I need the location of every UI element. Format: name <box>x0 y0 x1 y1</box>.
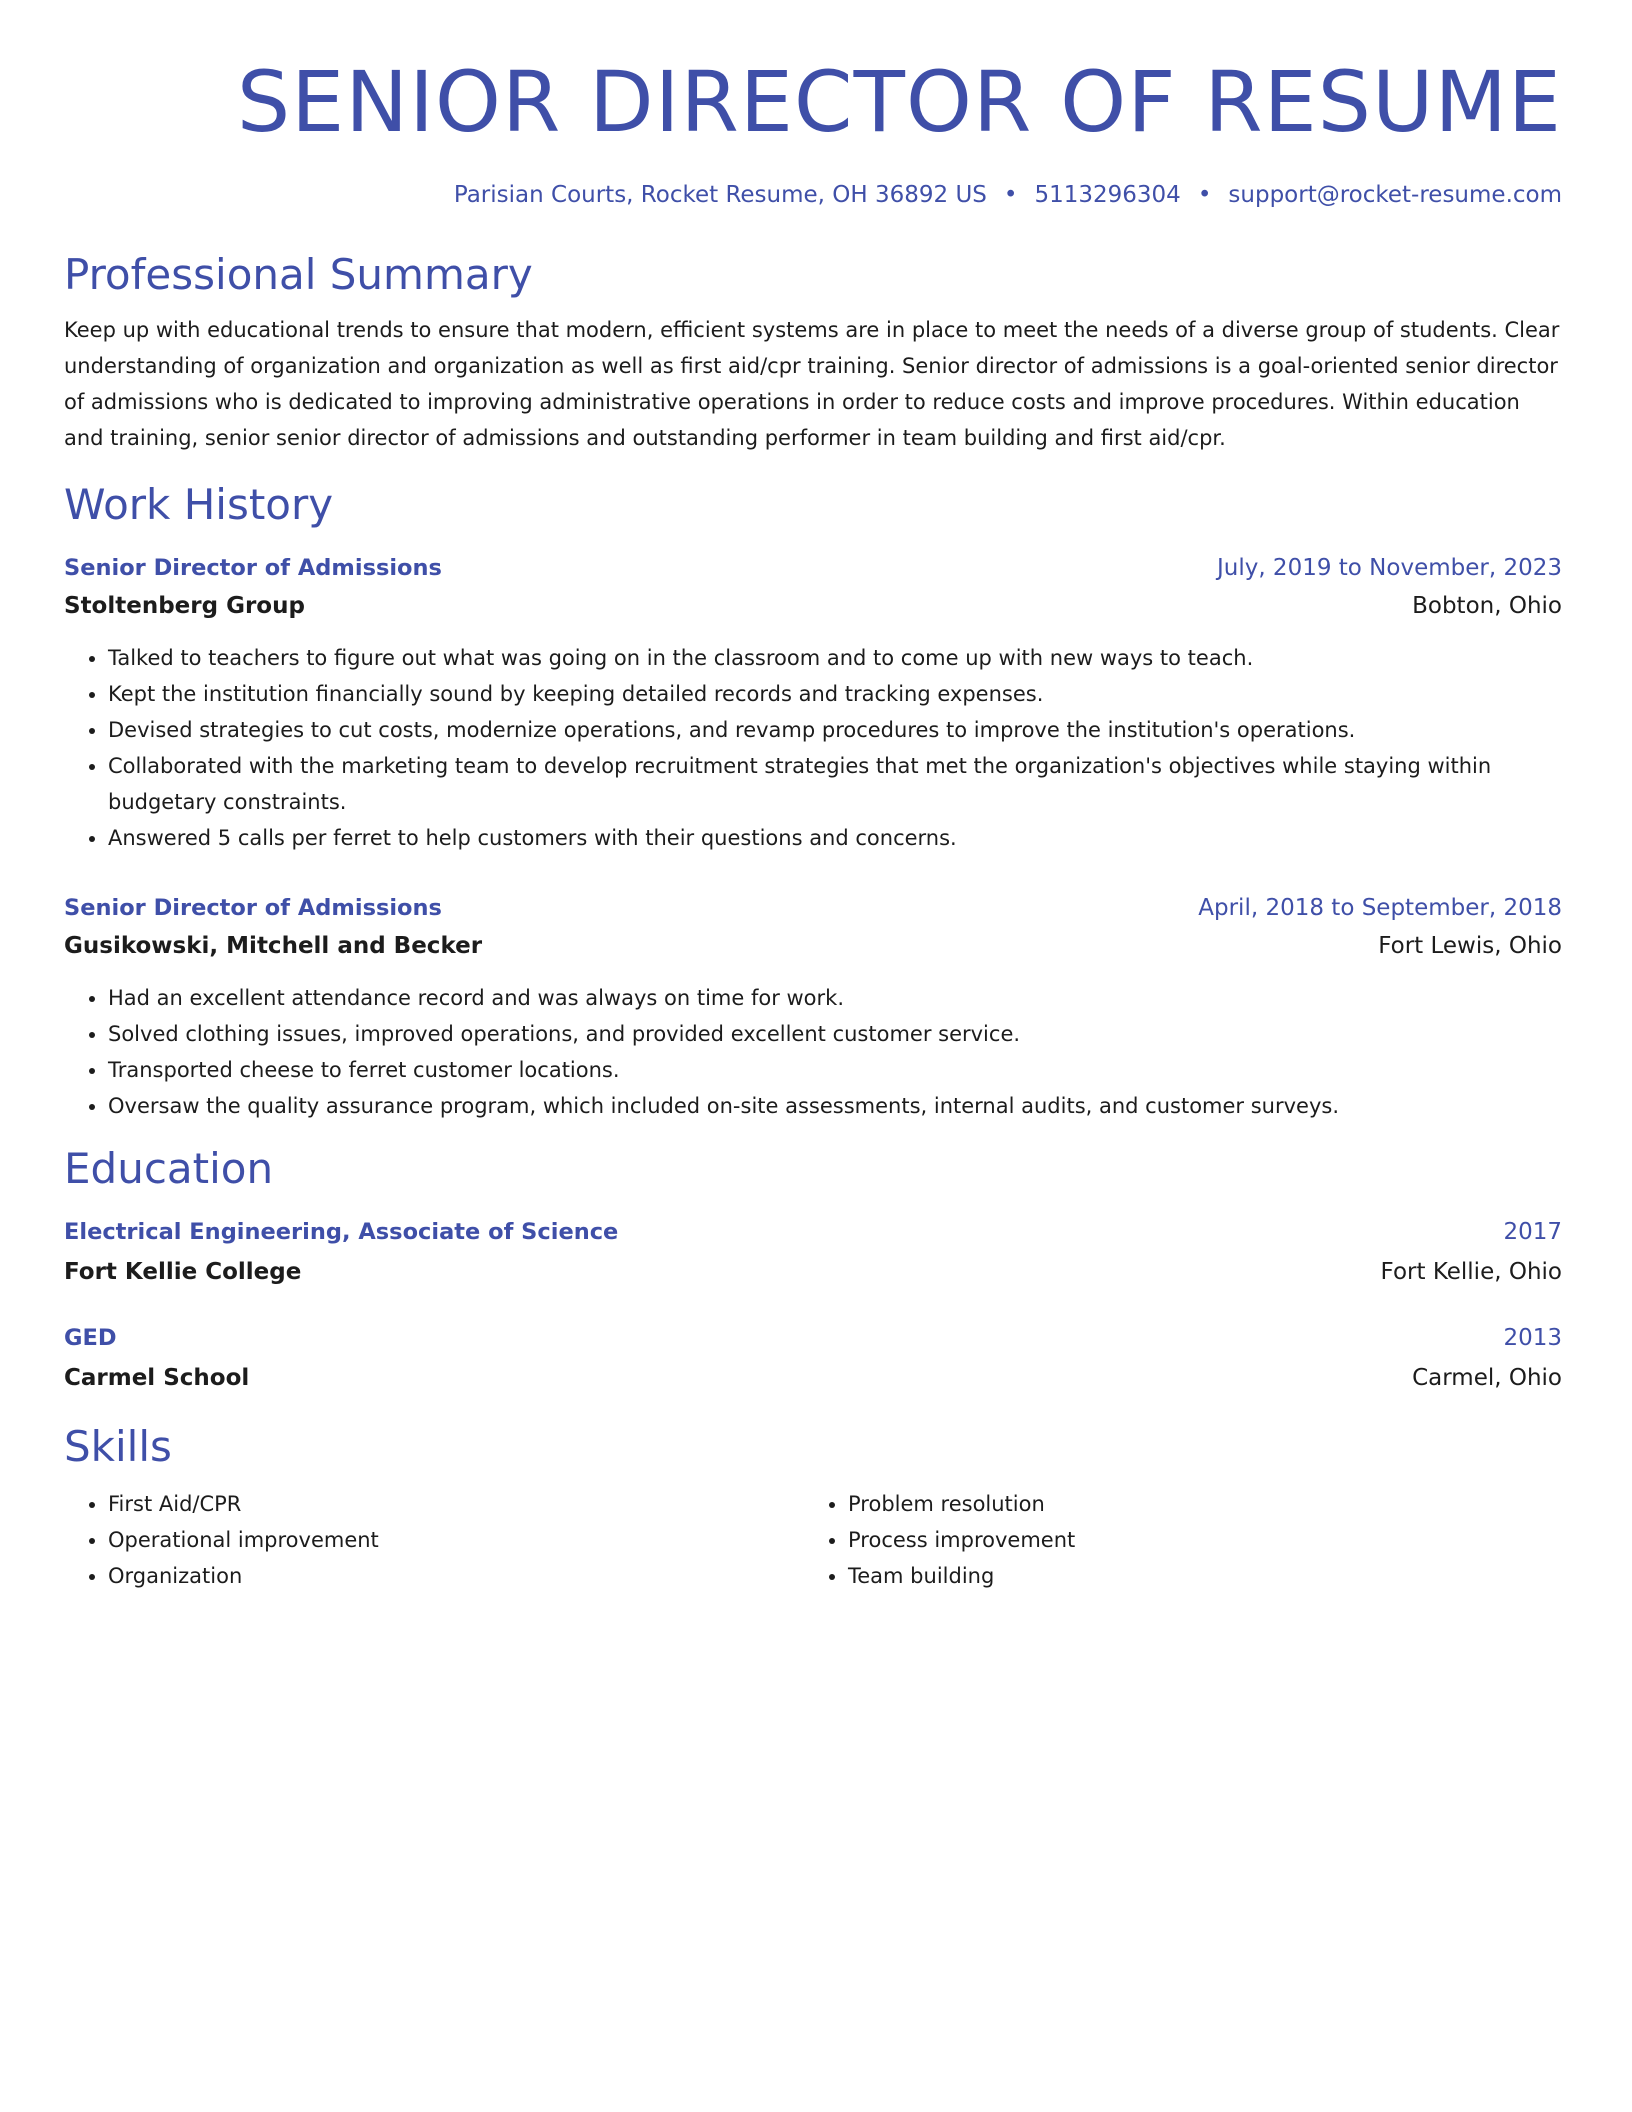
job-bullet: • Answered 5 calls per ferret to help customers with their questions and concerns. <box>108 820 1562 856</box>
education-degree: GED <box>64 1325 117 1351</box>
job-dates: July, 2019 to November, 2023 <box>1216 555 1562 581</box>
education-location: Carmel, Ohio <box>1412 1365 1562 1391</box>
skills-column-left <box>64 1486 804 1594</box>
education-degree-row <box>64 1214 1562 1250</box>
education-school-row <box>64 1254 1562 1290</box>
job-bullet: • Kept the institution financially sound by keeping detailed records and tracking expenses. <box>108 676 1562 712</box>
job-dates: April, 2018 to September, 2018 <box>1198 895 1562 921</box>
education-year: 2013 <box>1503 1325 1562 1351</box>
education-year: 2017 <box>1503 1219 1562 1245</box>
skills-column-right <box>804 1486 1544 1594</box>
contact-address: Parisian Courts, Rocket Resume, OH 36892 US <box>453 182 987 208</box>
skills-grid <box>64 1486 1562 1594</box>
job-entry <box>64 890 1562 1124</box>
skills-heading: Skills <box>64 1422 172 1471</box>
skill-item: • Problem resolution <box>848 1486 1544 1522</box>
job-bullet: • Talked to teachers to figure out what was going on in the classroom and to come up with new ways to teach. <box>108 640 1562 676</box>
skills-list <box>64 1486 804 1594</box>
job-location: Fort Lewis, Ohio <box>1378 933 1562 959</box>
contact-phone: 5113296304 <box>1034 182 1181 208</box>
skill-item: • Team building <box>848 1558 1544 1594</box>
education-degree: Electrical Engineering, Associate of Science <box>64 1219 619 1245</box>
skill-item: • Process improvement <box>848 1522 1544 1558</box>
job-bullets <box>64 980 1562 1124</box>
job-bullet: • Devised strategies to cut costs, modernize operations, and revamp procedures to improve the institution's operations. <box>108 712 1562 748</box>
contact-separator: • <box>1003 182 1018 208</box>
education-entry <box>64 1320 1562 1396</box>
contact-separator: • <box>1197 182 1212 208</box>
job-title: Senior Director of Admissions <box>64 555 442 581</box>
job-title: Senior Director of Admissions <box>64 895 442 921</box>
contact-email: support@rocket-resume.com <box>1228 182 1562 208</box>
education-school: Carmel School <box>64 1365 250 1391</box>
job-bullet: • Transported cheese to ferret customer locations. <box>108 1052 1562 1088</box>
job-bullet: • Oversaw the quality assurance program, which included on-site assessments, internal audits, and customer surveys. <box>108 1088 1562 1124</box>
job-company: Gusikowski, Mitchell and Becker <box>64 933 483 959</box>
job-entry <box>64 550 1562 856</box>
job-bullet: • Had an excellent attendance record and was always on time for work. <box>108 980 1562 1016</box>
education-school-row <box>64 1360 1562 1396</box>
education-school: Fort Kellie College <box>64 1259 302 1285</box>
education-entry <box>64 1214 1562 1290</box>
job-company-row <box>64 928 1562 964</box>
job-bullet: • Solved clothing issues, improved operations, and provided excellent customer service. <box>108 1016 1562 1052</box>
job-title-row <box>64 550 1562 586</box>
education-location: Fort Kellie, Ohio <box>1380 1259 1562 1285</box>
resume-page <box>64 0 1562 1594</box>
resume-name: SENIOR DIRECTOR OF RESUME <box>236 53 1562 151</box>
skill-item: • Operational improvement <box>108 1522 804 1558</box>
job-company: Stoltenberg Group <box>64 593 305 619</box>
job-title-row <box>64 890 1562 926</box>
education-heading: Education <box>64 1144 274 1193</box>
job-company-row <box>64 588 1562 624</box>
summary-text: Keep up with educational trends to ensure that modern, efficient systems are in place to meet the needs of a diverse group of students. Clear understanding of organization and organization as well as first aid/cpr training. Senior director of admissions is a goal-oriented senior director of admissions who is dedicated to improving administrative operations in order to reduce costs and improve procedures. Within education and training, senior senior director of admissions and outstanding performer in team building and first aid/cpr. <box>64 318 1560 450</box>
skills-list <box>804 1486 1544 1594</box>
contact-line <box>64 180 1562 210</box>
skill-item: • Organization <box>108 1558 804 1594</box>
job-bullets <box>64 640 1562 856</box>
education-degree-row <box>64 1320 1562 1356</box>
work-history-heading: Work History <box>64 480 334 529</box>
job-bullet: • Collaborated with the marketing team to develop recruitment strategies that met the organization's objectives while staying within budgetary constraints. <box>108 748 1562 820</box>
summary-heading: Professional Summary <box>64 250 533 299</box>
skill-item: • First Aid/CPR <box>108 1486 804 1522</box>
job-location: Bobton, Ohio <box>1412 593 1562 619</box>
